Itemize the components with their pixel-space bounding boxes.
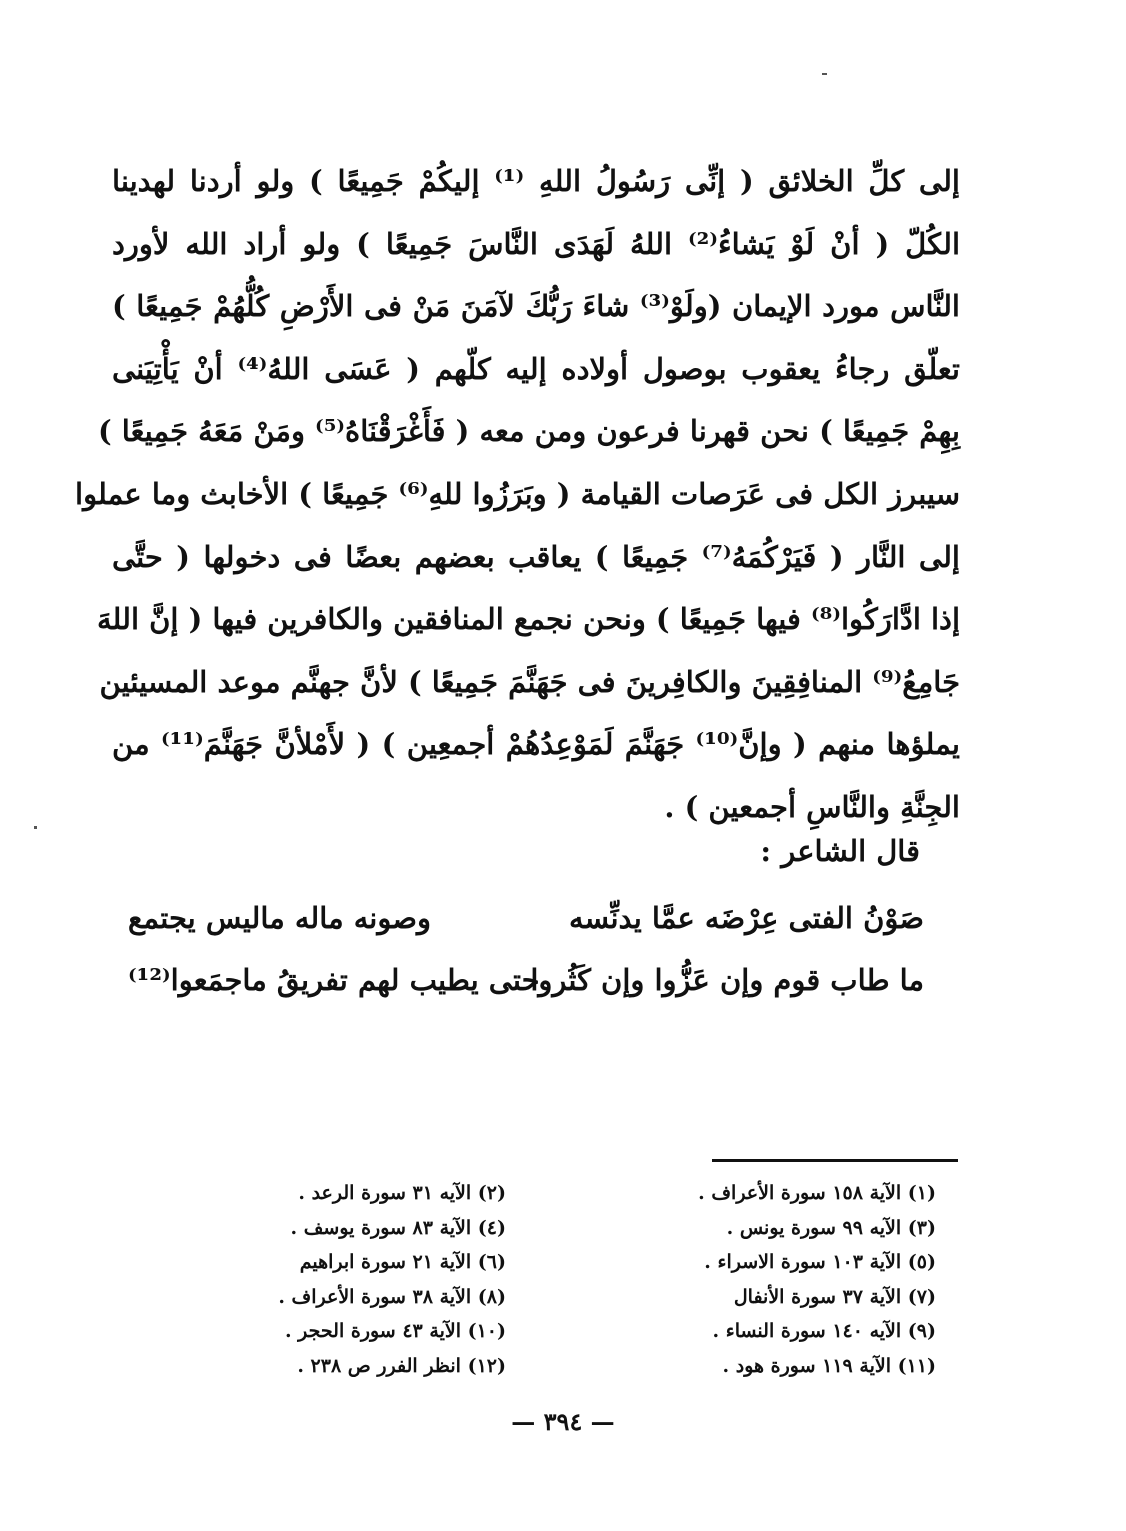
footnote: (٤) الآية ٨٣ سورة يوسف . — [290, 1216, 506, 1239]
footnote: (٩) الآيه ١٤٠ سورة النساء . — [712, 1320, 936, 1342]
footnote: (١١) الآية ١١٩ سورة هود . — [722, 1354, 936, 1377]
text-line: إلى كلِّ الخلائق ( إنِّى رَسُولُ اللهِ ⁽¹⁾ إليكُمْ جَمِيعًا ) ولو أردنا لهدينا — [112, 164, 960, 198]
footnote: (١) الآية ١٥٨ سورة الأعراف . — [698, 1182, 936, 1204]
footnote: (٣) الآيه ٩٩ سورة يونس . — [726, 1216, 936, 1239]
main-paragraph — [75, 150, 961, 839]
verse-second-hemistich: حتى يطيب لهم تفريقُ ماجمَعوا⁽¹²⁾ — [128, 963, 540, 997]
text-line: يملؤها منهم ( وإنَّ⁽¹⁰⁾ جَهَنَّمَ لَمَوْعِدُهُمْ أجمعِين ) ( لأَمْلأنَّ جَهَنَّمَ⁽¹¹⁾ من — [112, 727, 960, 762]
poet-intro: قال الشاعر : — [760, 834, 920, 868]
poem-verse — [128, 890, 924, 946]
footnotes-right-column — [698, 1176, 936, 1383]
text-line: تعلّق رجاءُ يعقوب بوصول أولاده إليه كلّهم ( عَسَى اللهُ⁽⁴⁾ أنْ يَأْتِيَنى — [112, 351, 960, 386]
footnote: (٥) الآية ١٠٣ سورة الاسراء . — [704, 1251, 936, 1273]
footnote: (١٢) انظر الفرر ص ٢٣٨ . — [297, 1354, 506, 1377]
footnote: (٧) الآية ٣٧ سورة الأنفال — [733, 1285, 936, 1308]
verse-first-hemistich: ما طاب قوم وإن عَزُّوا وإن كَثُروا — [530, 963, 924, 997]
poem-verse — [128, 952, 924, 1008]
page-number: — ٣٩٤ — — [511, 1407, 615, 1436]
footnote: (٦) الآية ٢١ سورة ابراهيم — [299, 1251, 506, 1273]
text-line: إذا ادَّارَكُوا⁽⁸⁾ فيها جَمِيعًا ) ونحن نجمع المنافقين والكافرين فيها ( إنَّ اللهَ — [96, 602, 960, 637]
text-line: سيبرز الكل فى عَرَصات القيامة ( وبَرَزُوا للهِ⁽⁶⁾ جَمِيعًا ) الأخابث وما عملوا — [75, 476, 960, 511]
text-line: النَّاس مورد الإيمان (ولَوْ⁽³⁾ شاءَ رَبُّكَ لآمَنَ مَنْ فى الأَرْضِ كُلُّهُمْ جَمِيعًا ) — [112, 289, 960, 324]
scan-speck — [822, 73, 827, 75]
text-line: الجِنَّةِ والنَّاسِ أجمعين ) . — [664, 789, 960, 824]
verse-first-hemistich: صَوْنُ الفتى عِرْضَه عمَّا يدنِّسه — [569, 901, 924, 935]
footnote-separator — [712, 1159, 958, 1162]
footnote: (٨) الآية ٣٨ سورة الأعراف . — [278, 1285, 506, 1308]
footnote: (٢) الآيه ٣١ سورة الرعد . — [298, 1182, 506, 1204]
scan-speck — [34, 826, 37, 829]
text-line: إلى النَّار ( فَيَرْكُمَهُ⁽⁷⁾ جَمِيعًا ) يعاقب بعضهم بعضًا فى دخولها ( حتَّى — [112, 539, 960, 574]
footnotes-left-column — [278, 1176, 506, 1383]
text-line: جَامِعُ⁽⁹⁾ المنافِقِينَ والكافِرينَ فى جَهَنَّمَ جَمِيعًا ) لأنَّ جهنَّم موعد المسيئين — [99, 664, 960, 699]
footnote: (١٠) الآية ٤٣ سورة الحجر . — [284, 1320, 506, 1342]
text-line: الكُلّ ( أنْ لَوْ يَشاءُ⁽²⁾ اللهُ لَهَدَى النَّاسَ جَمِيعًا ) ولو أراد الله لأورد — [112, 226, 961, 261]
verse-second-hemistich: وصونه ماله ماليس يجتمع — [128, 901, 431, 935]
text-line: بِهِمْ جَمِيعًا ) نحن قهرنا فرعون ومن معه ( فَأَغْرَقْنَاهُ⁽⁵⁾ ومَنْ مَعَهُ جَمِيعًا ) — [97, 414, 960, 449]
